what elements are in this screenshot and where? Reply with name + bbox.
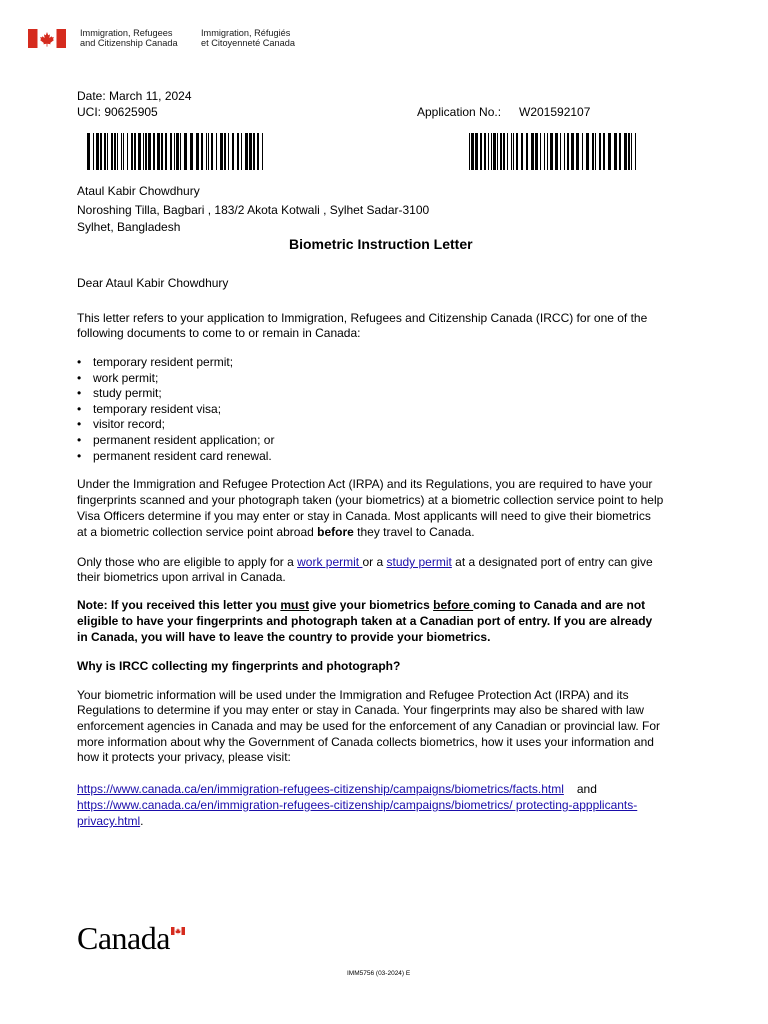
barcode-bar	[176, 133, 179, 170]
bullet-icon: •	[77, 417, 82, 432]
barcode-bar	[232, 133, 234, 170]
intro-line-1: This letter refers to your application to Immigration, Refugees and Citizenship Canada (IRCC) for one of the	[77, 311, 648, 325]
links-period: .	[140, 814, 144, 828]
document-list-item	[77, 402, 274, 418]
barcode-bar	[567, 133, 569, 170]
uci-barcode	[87, 133, 263, 170]
links-and-text: and	[576, 782, 597, 796]
document-list-text: work permit;	[93, 370, 159, 385]
barcode-bar	[170, 133, 172, 170]
barcode-bar	[484, 133, 486, 170]
department-name-english	[80, 28, 178, 49]
barcode-bar	[165, 133, 167, 170]
barcode-bar	[586, 133, 589, 170]
application-barcode	[469, 133, 637, 170]
why-line-5: how it protects your privacy, please visit:	[77, 750, 291, 764]
document-list-text: temporary resident permit;	[93, 355, 234, 369]
note-line-2: eligible to have your fingerprints and photograph taken at a Canadian port of entry. If you are already	[77, 614, 653, 628]
irpa-before-emphasis: before	[317, 525, 354, 539]
irpa-line-3: Visa Officers determine if you may enter or stay in Canada. Most applicants will need to give their biometrics	[77, 509, 651, 523]
barcode-bar	[220, 133, 223, 170]
barcode-bar	[614, 133, 617, 170]
barcode-bar	[121, 133, 122, 170]
barcode-bar	[576, 133, 579, 170]
barcode-bar	[253, 133, 255, 170]
recipient-address-line-1: Noroshing Tilla, Bagbari , 183/2 Akota Kotwali , Sylhet Sadar-3100	[77, 203, 430, 217]
barcode-bar	[111, 133, 113, 170]
barcode-bar	[547, 133, 548, 170]
barcode-bar	[540, 133, 541, 170]
bullet-icon: •	[77, 386, 82, 401]
barcode-bar	[201, 133, 203, 170]
salutation: Dear Ataul Kabir Chowdhury	[77, 276, 229, 290]
form-code: IMM5756 (03-2024) E	[347, 970, 411, 977]
barcode-bar	[216, 133, 217, 170]
dept-en-line-2: and Citizenship Canada	[80, 38, 178, 49]
barcode-bar	[134, 133, 136, 170]
application-number-label: Application No.:	[417, 105, 502, 119]
why-line-2: Regulations to determine if you may enter or stay in Canada. Your fingerprints may also be shared with law	[77, 703, 644, 717]
barcode-bar	[471, 133, 474, 170]
document-list-item	[77, 371, 274, 387]
barcode-bar	[619, 133, 621, 170]
barcode-bar	[153, 133, 155, 170]
letter-date: Date: March 11, 2024	[77, 89, 192, 103]
barcode-bar	[190, 133, 193, 170]
barcode-bar	[127, 133, 128, 170]
document-list-text: permanent resident application; or	[93, 432, 275, 447]
barcode-bar	[592, 133, 594, 170]
barcode-bar	[475, 133, 478, 170]
barcode-bar	[148, 133, 151, 170]
barcode-bar	[535, 133, 538, 170]
barcode-bar	[488, 133, 489, 170]
canada-flag-icon	[28, 29, 66, 48]
barcode-bar	[628, 133, 630, 170]
eligible-or-text: or a	[362, 555, 387, 569]
barcode-bar	[104, 133, 106, 170]
barcode-bar	[96, 133, 99, 170]
bullet-icon: •	[77, 401, 82, 416]
bullet-icon: •	[77, 432, 82, 447]
barcode-bar	[180, 133, 181, 170]
barcode-bar	[500, 133, 502, 170]
barcode-bar	[503, 133, 505, 170]
links-line-1	[77, 782, 597, 798]
barcode-bar	[206, 133, 207, 170]
dept-fr-line-2: et Citoyenneté Canada	[201, 38, 295, 49]
barcode-bar	[480, 133, 482, 170]
study-permit-link[interactable]: study permit	[386, 555, 452, 569]
irpa-line-4-text: at a biometric collection service point abroad	[77, 525, 318, 539]
barcode-bar	[513, 133, 514, 170]
document-list-item	[77, 355, 274, 371]
links-line-2	[77, 798, 637, 814]
barcode-bar	[526, 133, 528, 170]
letter-title: Biometric Instruction Letter	[289, 236, 473, 252]
barcode-bar	[161, 133, 163, 170]
barcode-bar	[224, 133, 226, 170]
barcode-bar	[262, 133, 263, 170]
eligible-text: Only those who are eligible to apply for a	[77, 555, 298, 569]
barcode-bar	[555, 133, 558, 170]
document-list-text: temporary resident visa;	[93, 401, 222, 416]
recipient-name: Ataul Kabir Chowdhury	[77, 184, 200, 198]
barcode-bar	[228, 133, 229, 170]
barcode-bar	[114, 133, 116, 170]
barcode-bar	[123, 133, 124, 170]
dept-fr-line-1: Immigration, Réfugiés	[201, 28, 291, 38]
document-list-item	[77, 449, 274, 465]
barcode-bar	[174, 133, 175, 170]
barcode-bar	[608, 133, 611, 170]
document-list-item	[77, 386, 274, 402]
document-list-text: visitor record;	[93, 417, 166, 432]
wordmark-flag-icon	[171, 927, 185, 935]
barcode-bar	[93, 133, 94, 170]
barcode-bar	[635, 133, 636, 170]
barcode-bar	[241, 133, 242, 170]
barcode-bar	[511, 133, 512, 170]
barcode-bar	[571, 133, 574, 170]
recipient-address-line-2: Sylhet, Bangladesh	[77, 220, 181, 234]
irpa-line-2: fingerprints scanned and your photograph taken (your biometrics) at a biometric collection service point to help	[77, 493, 664, 507]
barcode-bar	[117, 133, 118, 170]
bullet-icon: •	[77, 355, 82, 369]
barcode-bar	[550, 133, 553, 170]
protecting-privacy-link-continued[interactable]: privacy.html	[77, 814, 141, 828]
irpa-line-4-end: they travel to Canada.	[353, 525, 475, 539]
note-before-emphasis: before	[433, 598, 474, 612]
barcode-bar	[143, 133, 144, 170]
barcode-bar	[237, 133, 239, 170]
irpa-line-4	[77, 525, 475, 541]
note-line-1	[77, 598, 645, 614]
dept-en-line-1: Immigration, Refugees	[80, 28, 173, 38]
barcode-bar	[564, 133, 565, 170]
document-list-item	[77, 433, 274, 449]
note-must-emphasis: must	[280, 598, 310, 612]
barcode-bar	[131, 133, 133, 170]
canada-wordmark	[77, 920, 170, 957]
barcode-bar	[603, 133, 605, 170]
document-list-item	[77, 417, 274, 433]
protecting-privacy-link[interactable]: https://www.canada.ca/en/immigration-refugees-citizenship/campaigns/biometrics/ protecting-appplicants-	[77, 798, 638, 812]
barcode-bar	[491, 133, 492, 170]
barcode-bar	[249, 133, 252, 170]
note-text-a: Note: If you received this letter you	[77, 598, 281, 612]
document-list-text: permanent resident card renewal.	[93, 448, 272, 463]
barcode-bar	[211, 133, 213, 170]
work-permit-link[interactable]: work permit	[297, 555, 363, 569]
barcode-bar	[87, 133, 90, 170]
eligible-end-text: at a designated port of entry can give	[451, 555, 653, 569]
barcode-bar	[595, 133, 596, 170]
canada-wordmark-text: Canada	[77, 920, 170, 956]
barcode-bar	[184, 133, 187, 170]
barcode-bar	[245, 133, 248, 170]
application-number-value: W201592107	[519, 105, 591, 119]
barcode-bar	[145, 133, 147, 170]
uci-number: UCI: 90625905	[77, 105, 158, 119]
barcode-bar	[631, 133, 632, 170]
links-line-3	[77, 814, 143, 830]
why-heading: Why is IRCC collecting my fingerprints and photograph?	[77, 659, 401, 673]
barcode-bar	[497, 133, 498, 170]
irpa-line-1: Under the Immigration and Refugee Protection Act (IRPA) and its Regulations, you are required to have your	[77, 477, 653, 491]
barcode-bar	[531, 133, 534, 170]
note-line-3: in Canada, you will have to leave the country to provide your biometrics.	[77, 630, 491, 644]
note-text-b: give your biometrics	[309, 598, 434, 612]
eligible-line-2: their biometrics upon arrival in Canada.	[77, 570, 286, 584]
barcode-bar	[507, 133, 508, 170]
department-name-french	[201, 28, 295, 49]
barcode-bar	[544, 133, 545, 170]
barcode-bar	[100, 133, 102, 170]
barcode-bar	[208, 133, 209, 170]
why-line-1: Your biometric information will be used under the Immigration and Refugee Protection Act (IRPA) and its	[77, 688, 629, 702]
barcode-bar	[582, 133, 583, 170]
note-text-c: coming to Canada and are not	[473, 598, 646, 612]
intro-line-2: following documents to come to or remain in Canada:	[77, 326, 361, 340]
barcode-bar	[138, 133, 141, 170]
barcode-bar	[157, 133, 160, 170]
document-list-text: study permit;	[93, 386, 162, 401]
eligible-line-1	[77, 555, 653, 571]
biometrics-facts-link[interactable]: https://www.canada.ca/en/immigration-refugees-citizenship/campaigns/biometrics/facts.html	[77, 782, 564, 796]
document-list	[77, 355, 274, 464]
barcode-bar	[599, 133, 601, 170]
bullet-icon: •	[77, 448, 82, 463]
barcode-bar	[516, 133, 518, 170]
bullet-icon: •	[77, 370, 82, 385]
barcode-bar	[624, 133, 627, 170]
barcode-bar	[107, 133, 108, 170]
barcode-bar	[257, 133, 259, 170]
why-line-3: enforcement agencies in Canada and may be used for the enforcement of any Canadian or provincial law. For	[77, 719, 661, 733]
why-line-4: more information about why the Government of Canada collects biometrics, how it uses your information and	[77, 735, 654, 749]
barcode-bar	[521, 133, 523, 170]
barcode-bar	[196, 133, 199, 170]
barcode-bar	[469, 133, 470, 170]
barcode-bar	[560, 133, 561, 170]
barcode-bar	[493, 133, 496, 170]
